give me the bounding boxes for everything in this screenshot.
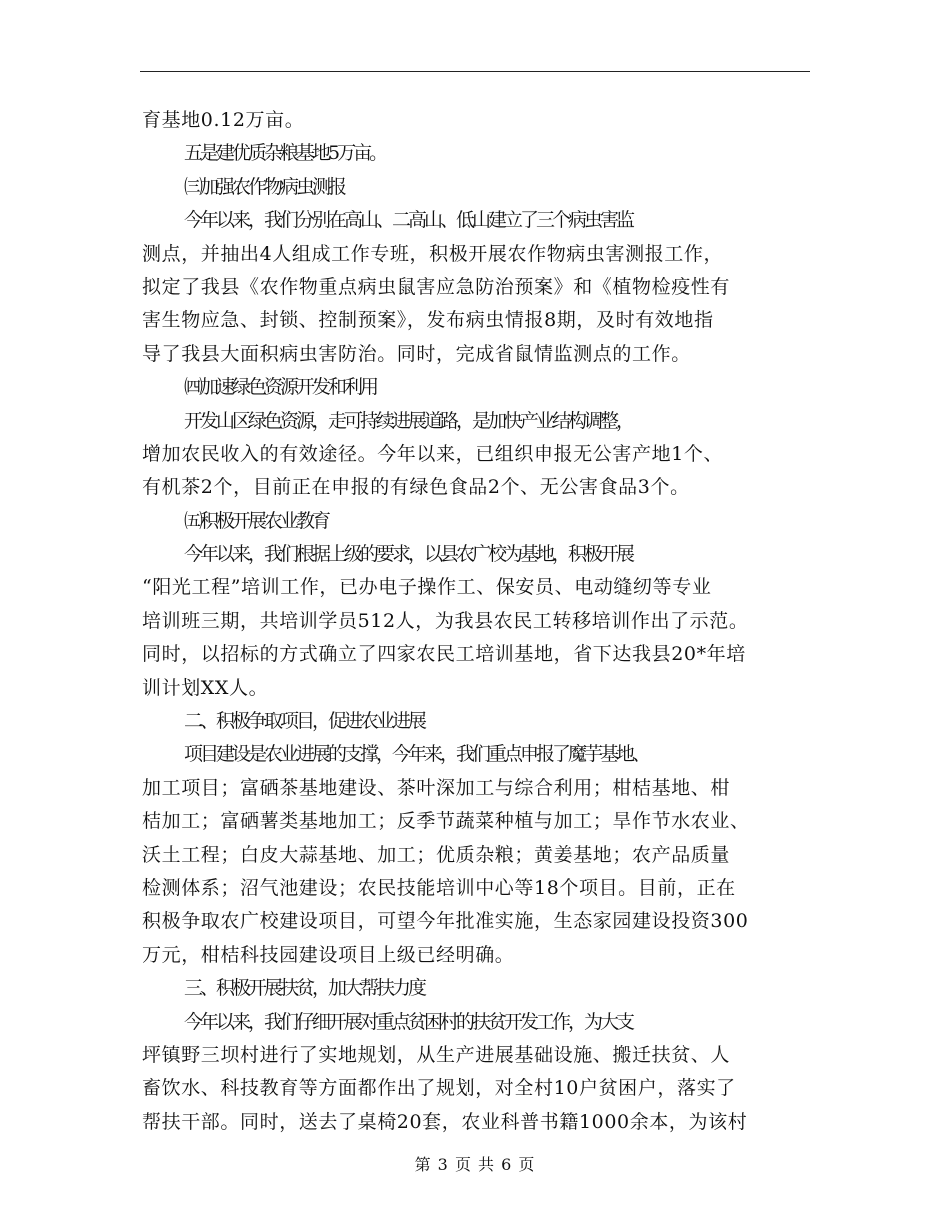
text-line: 今年以来，我们仔细开展对重点贫困村的扶贫开发工作，为大支	[184, 1010, 633, 1033]
text-line: 同时，以招标的方式确立了四家农民工培训基地，省下达我县20*年培	[142, 643, 746, 666]
text-line: 导了我县大面积病虫害防治。同时，完成省鼠情监测点的工作。	[142, 342, 691, 365]
text-line: 拟定了我县《农作物重点病虫鼠害应急防治预案》和《植物检疫性有	[142, 275, 731, 298]
text-line: 坪镇野三坝村进行了实地规划，从生产进展基础设施、搬迁扶贫、人	[142, 1043, 731, 1066]
text-line: 三、积极开展扶贫，加大帮扶力度	[184, 977, 425, 1000]
text-line: 开发山区绿色资源，走可持续进展道路，是加快产业结构调整，	[184, 409, 633, 432]
text-line: 有机茶2个，目前正在申报的有绿色食品2个、无公害食品3个。	[142, 476, 690, 499]
text-line: 培训班三期，共培训学员512人，为我县农民工转移培训作出了示范。	[142, 609, 749, 632]
page-footer	[0, 1152, 950, 1175]
text-line: 测点，并抽出4人组成工作专班，积极开展农作物病虫害测报工作，	[142, 242, 724, 265]
text-line: “阳光工程”培训工作，已办电子操作工、保安员、电动缝纫等专业	[142, 576, 712, 599]
document-body	[142, 104, 810, 1139]
text-line: 训计划XX人。	[142, 676, 269, 699]
page-number: 第 3 页 共 6 页	[414, 1155, 536, 1174]
text-line: 害生物应急、封锁、控制预案》，发布病虫情报8期，及时有效地指	[142, 309, 714, 332]
text-line: 检测体系；沼气池建设；农民技能培训中心等18个项目。目前，正在	[142, 876, 736, 899]
text-line: ㈤积极开展农业教育	[184, 509, 329, 532]
text-line: 桔加工；富硒薯类基地加工；反季节蔬菜种植与加工；旱作节水农业、	[142, 810, 750, 833]
text-line: 二、积极争取项目，促进农业进展	[184, 710, 425, 733]
text-line: 项目建设是农业进展的支撑，今年来，我们重点申报了魔芋基地、	[184, 743, 649, 766]
text-line: 育基地0.12万亩。	[142, 109, 305, 131]
text-line: 积极争取农广校建设项目，可望今年批准实施，生态家园建设投资300	[142, 910, 749, 933]
text-line: 五是建优质杂粮基地5万亩。	[184, 142, 386, 165]
text-line: ㈢加强农作物病虫测报	[184, 175, 345, 198]
text-line: 帮扶干部。同时，送去了桌椅20套，农业科普书籍1000余本，为该村	[142, 1110, 748, 1133]
text-line: 沃土工程；白皮大蒜基地、加工；优质杂粮；黄姜基地；农产品质量	[142, 843, 731, 866]
text-line: 增加农民收入的有效途径。今年以来，已组织申报无公害产地1个、	[142, 442, 724, 465]
text-line: 加工项目；富硒茶基地建设、茶叶深加工与综合利用；柑桔基地、柑	[142, 776, 731, 799]
text-line: 今年以来，我们根据上级的要求，以县农广校为基地，积极开展	[184, 543, 633, 566]
text-line: 畜饮水、科技教育等方面都作出了规划，对全村10户贫困户，落实了	[142, 1077, 736, 1100]
text-line: 万元，柑桔科技园建设项目上级已经明确。	[142, 943, 515, 966]
text-line: 今年以来，我们分别在高山、二高山、低山建立了三个病虫害监	[184, 209, 633, 232]
header-rule	[140, 71, 810, 72]
text-line: ㈣加速绿色资源开发和利用	[184, 376, 377, 399]
